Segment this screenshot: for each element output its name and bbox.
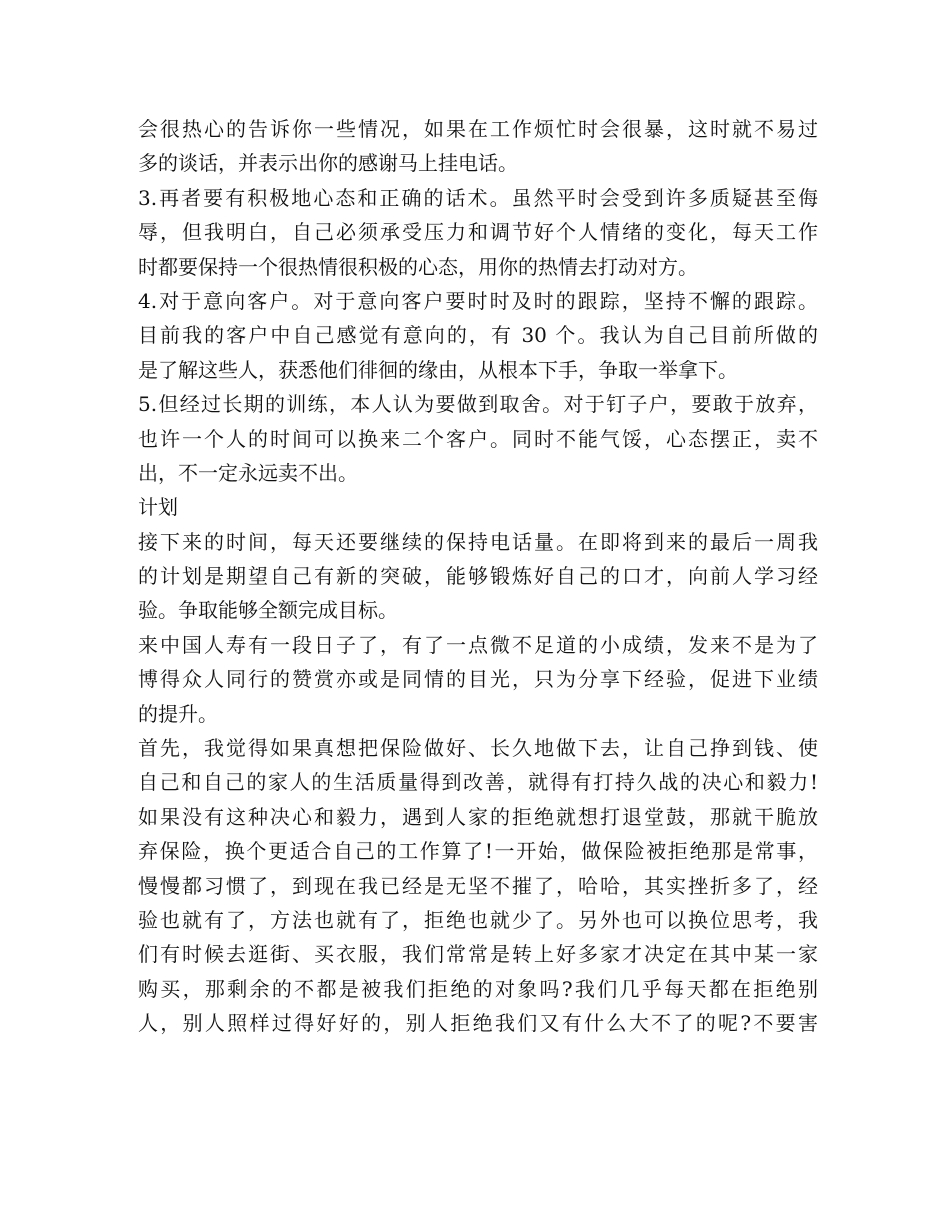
text-line: 验。争取能够全额完成目标。: [138, 598, 398, 623]
text-line: 多的谈话，并表示出你的感谢马上挂电话。: [138, 151, 518, 176]
text-line: 弃保险，换个更适合自己的工作算了!一开始，做保险被拒绝那是常事，: [138, 839, 818, 864]
document-body: [138, 112, 818, 1041]
text-line: 会很热心的告诉你一些情况，如果在工作烦忙时会很暴，这时就不易过: [138, 117, 818, 141]
text-line: 人，别人照样过得好好的，别人拒绝我们又有什么大不了的呢?不要害: [138, 1011, 818, 1036]
text-line: 计划: [138, 495, 178, 520]
text-line: 是了解这些人，获悉他们徘徊的缘由，从根本下手，争取一举拿下。: [138, 357, 738, 382]
text-line: 目前我的客户中自己感觉有意向的，有 30 个。我认为自己目前所做的: [138, 323, 818, 348]
text-line: 验也就有了，方法也就有了，拒绝也就少了。另外也可以换位思考，我: [138, 907, 818, 932]
text-line: 5.但经过长期的训练，本人认为要做到取舍。对于钉子户，要敢于放弃，: [138, 392, 818, 417]
text-line: 来中国人寿有一段日子了，有了一点微不足道的小成绩，发来不是为了: [138, 632, 818, 657]
text-line: 自己和自己的家人的生活质量得到改善，就得有打持久战的决心和毅力!: [138, 770, 818, 795]
text-line: 购买，那剩余的不都是被我们拒绝的对象吗?我们几乎每天都在拒绝别: [138, 976, 818, 1001]
text-line: 们有时候去逛街、买衣服，我们常常是转上好多家才决定在其中某一家: [138, 942, 818, 967]
text-line: 的提升。: [138, 701, 218, 726]
text-line: 出，不一定永远卖不出。: [138, 460, 358, 485]
text-line: 辱，但我明白，自己必须承受压力和调节好个人情绪的变化，每天工作: [138, 220, 818, 245]
text-line: 如果没有这种决心和毅力，遇到人家的拒绝就想打退堂鼓，那就干脆放: [138, 804, 818, 829]
text-line: 慢慢都习惯了，到现在我已经是无坚不摧了，哈哈，其实挫折多了，经: [138, 873, 818, 898]
text-line: 也许一个人的时间可以换来二个客户。同时不能气馁，心态摆正，卖不: [138, 426, 818, 451]
text-line: 的计划是期望自己有新的突破，能够锻炼好自己的口才，向前人学习经: [138, 564, 818, 589]
text-line: 博得众人同行的赞赏亦或是同情的目光，只为分享下经验，促进下业绩: [138, 667, 818, 692]
text-line: 时都要保持一个很热情很积极的心态，用你的热情去打动对方。: [138, 254, 698, 279]
text-line: 首先，我觉得如果真想把保险做好、长久地做下去，让自己挣到钱、使: [138, 736, 818, 761]
text-line: 接下来的时间，每天还要继续的保持电话量。在即将到来的最后一周我: [138, 529, 818, 554]
text-line: 3.再者要有积极地心态和正确的话术。虽然平时会受到许多质疑甚至侮: [138, 185, 818, 210]
text-line: 4.对于意向客户。对于意向客户要时时及时的跟踪，坚持不懈的跟踪。: [138, 288, 818, 313]
